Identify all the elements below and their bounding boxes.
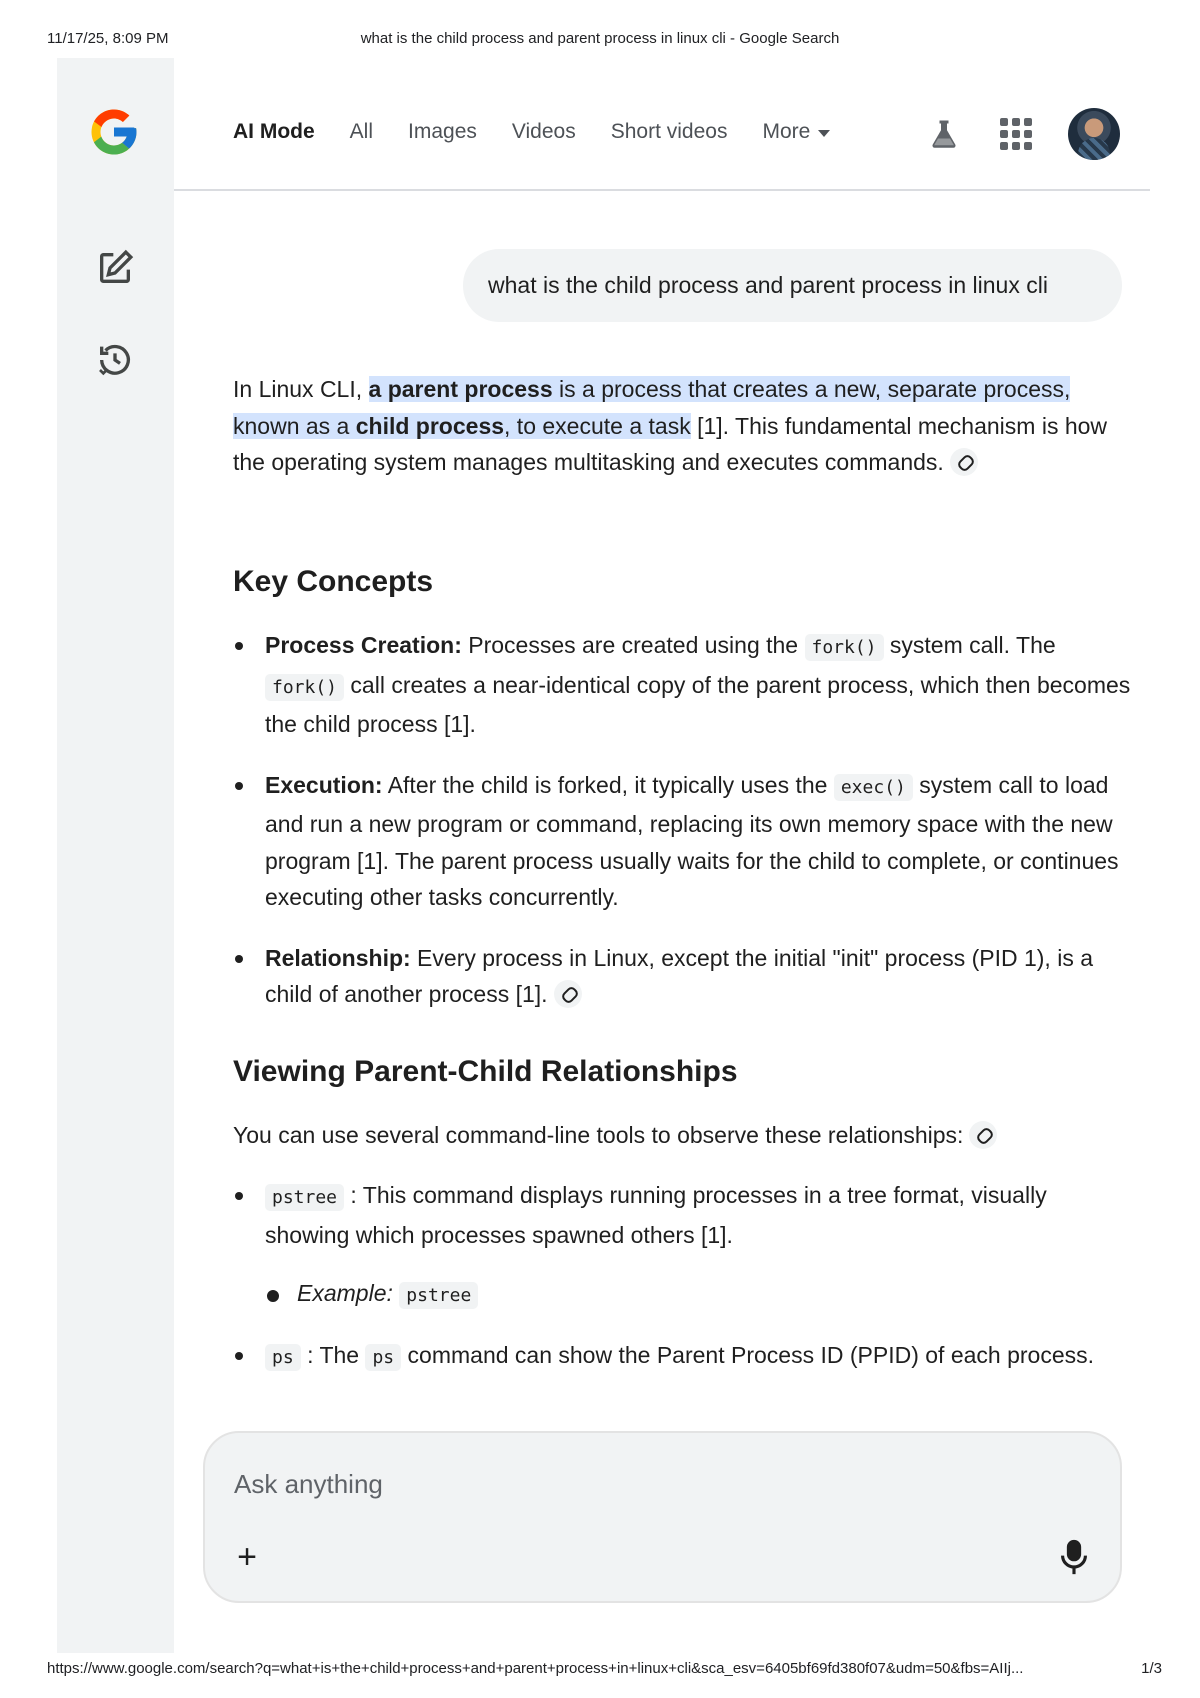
list-item <box>233 627 1133 743</box>
left-rail <box>57 58 174 1653</box>
text: : The <box>300 1341 366 1368</box>
text: Processes are created using the <box>461 632 805 658</box>
code-pstree: pstree <box>265 1184 344 1211</box>
edit-square-icon[interactable] <box>95 248 135 288</box>
top-navigation <box>174 58 1150 191</box>
nav-tabs <box>233 120 865 144</box>
print-footer <box>0 1660 1200 1680</box>
tab-ai-mode[interactable]: AI Mode <box>233 120 315 143</box>
caret-down-icon <box>818 130 830 137</box>
tab-all[interactable]: All <box>349 120 374 143</box>
link-icon[interactable] <box>554 980 582 1008</box>
plus-icon[interactable]: + <box>237 1538 257 1576</box>
text: system call to load and run a new program or command, replacing its own memory space with the new program [1]. The parent process usually waits for the child to complete, or continues executing other tasks concurrently. <box>265 771 1119 910</box>
code-ps: ps <box>265 1344 301 1371</box>
ask-input[interactable]: Ask anything <box>234 1469 383 1499</box>
text: system call. The <box>883 632 1056 658</box>
text: command can show the Parent Process ID (PPID) of each process. <box>401 1341 1095 1368</box>
answer-intro <box>233 371 1113 481</box>
apps-grid-icon[interactable] <box>1000 118 1032 150</box>
list-item <box>233 1337 1133 1377</box>
flask-icon[interactable] <box>926 116 962 152</box>
list-item <box>233 767 1133 916</box>
print-date: 11/17/25, 8:09 PM <box>47 30 169 47</box>
print-page-number: 1/3 <box>1141 1660 1162 1677</box>
list-item <box>233 1177 1133 1315</box>
example-label: Example: <box>297 1280 393 1306</box>
heading-key-concepts: Key Concepts <box>233 565 434 598</box>
key-concepts-list <box>233 627 1133 1037</box>
code-fork: fork() <box>805 634 884 661</box>
microphone-icon[interactable] <box>1056 1537 1092 1577</box>
text: Every process in Linux, except the initial "init" process (PID 1), is a child of another process [1]. <box>265 944 1094 1007</box>
highlight-definition: is a process that creates a new, separate process, known as a <box>233 376 1071 439</box>
history-icon[interactable] <box>95 340 135 380</box>
text: call creates a near-identical copy of the parent process, which then becomes the child process [1]. <box>265 671 1131 737</box>
tab-short-videos[interactable]: Short videos <box>610 120 728 143</box>
nav-right-actions <box>926 108 1120 160</box>
sub-list <box>265 1275 1165 1315</box>
label-process-creation: Process Creation: <box>265 632 462 658</box>
heading-viewing-relationships: Viewing Parent-Child Relationships <box>233 1055 738 1088</box>
user-query-bubble: what is the child process and parent process in linux cli <box>463 249 1122 322</box>
code-fork: fork() <box>265 674 344 701</box>
code-ps: ps <box>365 1344 401 1371</box>
code-exec: exec() <box>834 774 913 801</box>
ask-input-box[interactable] <box>203 1431 1122 1603</box>
google-g-logo[interactable] <box>87 105 141 159</box>
link-icon[interactable] <box>969 1121 997 1149</box>
label-execution: Execution: <box>265 771 383 798</box>
label-relationship: Relationship: <box>265 944 411 971</box>
print-url: https://www.google.com/search?q=what+is+the+child+process+and+parent+process+in+linux+cli&sca_esv=6405bf69fd380f07&udm=50&fbs=AIIj... <box>47 1660 1024 1677</box>
print-header <box>0 30 1200 50</box>
text: You can use several command-line tools to observe these relationships: <box>233 1122 964 1148</box>
text: After the child is forked, it typically uses the <box>382 771 834 798</box>
list-item <box>233 940 1133 1013</box>
text: : This command displays running processes in a tree format, visually showing which processes spawned others [1]. <box>265 1182 1047 1248</box>
tab-images[interactable]: Images <box>408 120 477 143</box>
avatar[interactable] <box>1068 108 1120 160</box>
highlight-parent-process: a parent process <box>368 376 553 402</box>
intro-suffix: [1]. This fundamental mechanism is how the operating system manages multitasking and executes commands. <box>233 412 1108 475</box>
tab-more[interactable] <box>762 120 830 144</box>
tab-videos[interactable]: Videos <box>511 120 576 143</box>
code-pstree-example: pstree <box>399 1282 478 1309</box>
link-icon[interactable] <box>950 448 978 476</box>
tools-list <box>233 1177 1133 1398</box>
viewing-intro <box>233 1117 997 1154</box>
tab-more-label: More <box>762 120 811 143</box>
list-item <box>265 1275 1165 1315</box>
highlight-execute-task: , to execute a task <box>504 412 691 439</box>
print-title: what is the child process and parent process in linux cli - Google Search <box>360 30 840 47</box>
intro-prefix: In Linux CLI, <box>233 376 369 402</box>
highlight-child-process: child process <box>355 412 505 439</box>
